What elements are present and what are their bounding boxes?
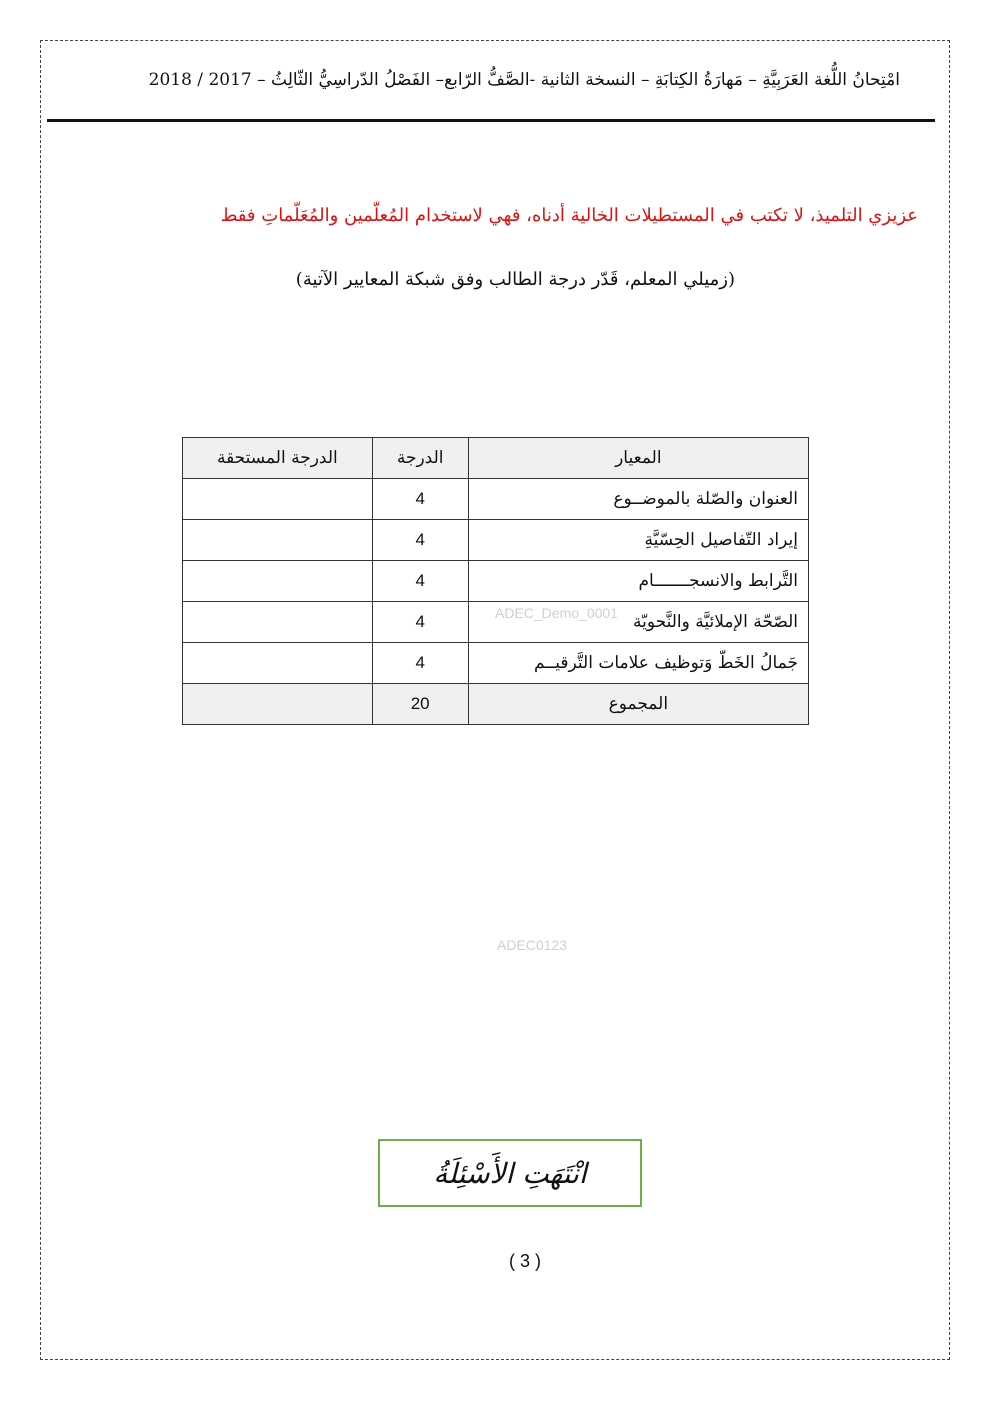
total-label: المجموع [468,684,808,725]
table-row [183,479,809,520]
criterion-cell: إيراد التّفاصيل الحِسّيَّةِ [468,520,808,561]
header-earned: الدرجة المستحقة [183,438,373,479]
rubric-table [182,437,809,725]
watermark: ADEC_Demo_0001 [495,605,618,621]
page-number: ( 3 ) [508,1251,541,1271]
criterion-cell: التَّرابط والانسجـــــــام [468,561,808,602]
table-row [183,520,809,561]
header-divider [47,119,935,122]
earned-score-cell[interactable] [183,479,373,520]
earned-score-cell[interactable] [183,602,373,643]
header-criterion: المعيار [468,438,808,479]
criterion-cell: جَمالُ الخَطّ وَتوظيف علامات التَّرقيــم [468,643,808,684]
end-of-questions-box [378,1139,642,1207]
exam-header-title: امْتِحانُ اللُّغة العَرَبِيَّةِ – مَهارَةُ الكِتابَةِ – النسخة الثانية -الصَّفُّ الرّابع– الفَصْلُ الدّراسِيُّ الثّالِثُ – 2017 / 2018 [148,70,900,90]
earned-score-cell[interactable] [183,520,373,561]
earned-score-cell[interactable] [183,643,373,684]
total-earned-cell[interactable] [183,684,373,725]
criterion-cell: الصّحّة الإملائيَّة والنَّحويّة [468,602,808,643]
score-cell: 4 [372,561,468,602]
score-cell: 4 [372,602,468,643]
table-row [183,643,809,684]
criterion-cell: العنوان والصّلة بالموضــوع [468,479,808,520]
header-score: الدرجة [372,438,468,479]
score-cell: 4 [372,643,468,684]
total-row [183,684,809,725]
student-warning: عزيزي التلميذ، لا تكتب في المستطيلات الخالية أدناه، فهي لاستخدام المُعلّمين والمُعَلّماتِ فقط [220,205,918,226]
score-cell: 4 [372,520,468,561]
total-score: 20 [372,684,468,725]
watermark: ADEC0123 [497,937,568,953]
score-cell: 4 [372,479,468,520]
earned-score-cell[interactable] [183,561,373,602]
table-row [183,561,809,602]
rubric-header-row [183,438,809,479]
end-of-questions-text: انْتَهَتِ الأَسْئِلَةُ [433,1156,587,1190]
teacher-instruction: (زميلي المعلم، قَدّر درجة الطالب وفق شبكة المعايير الآتية) [295,269,735,290]
